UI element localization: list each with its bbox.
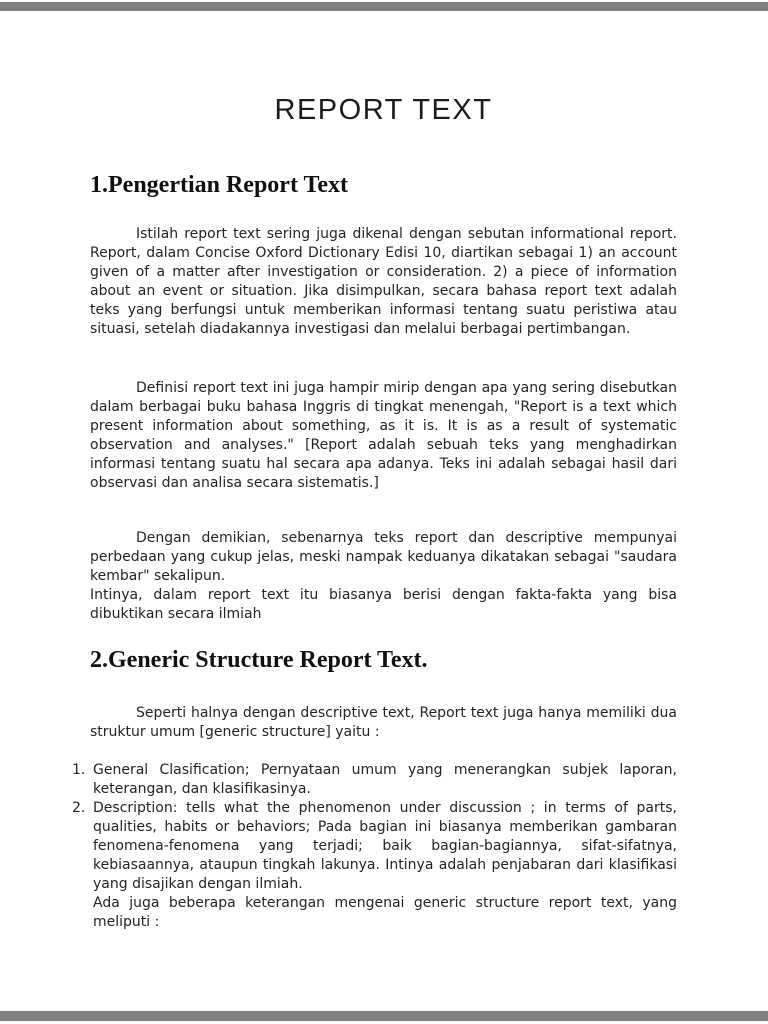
section-heading-generic-structure: 2.Generic Structure Report Text. [90,647,428,673]
paragraph-intinya: Intinya, dalam report text itu biasanya berisi dengan fakta-fakta yang bisa dibuktikan secara ilmiah [90,587,677,622]
list-marker: 2. [72,800,86,816]
list-item-continuation: Ada juga beberapa keterangan mengenai generic structure report text, yang meliputi : [93,895,677,930]
paragraph-dengan-demikian: Dengan demikian, sebenarnya teks report dan descriptive mempunyai perbedaan yang cukup jelas, meski nampak keduanya dikatakan sebagai "saudara kembar" sekalipun. [90,530,677,584]
section-heading-pengertian: 1.Pengertian Report Text [90,172,348,198]
paragraph-seperti-halnya: Seperti halnya dengan descriptive text, Report text juga hanya memiliki dua struktur umum [generic structure] yaitu : [90,705,677,740]
list-item-description [72,799,677,932]
document-content [72,0,677,932]
paragraph-istilah: Istilah report text sering juga dikenal dengan sebutan informational report. Report, dalam Concise Oxford Dictionary Edisi 10, diartikan sebagai 1) an account given of a matter after investigation or consideration. 2) a piece of information about an event or situation. Jika disimpulkan, secara bahasa report text adalah teks yang berfungsi untuk memberikan informasi tentang suatu peristiwa atau situasi, setelah diadakannya investigasi dan melalui berbagai pertimbangan. [90,226,677,337]
list-item-text: Description: tells what the phenomenon under discussion ; in terms of parts, qualities, habits or behaviors; Pada bagian ini biasanya memberikan gambaran fenomena-fenomena yang terjadi; baik bagian-bagiannya, sifat-sifatnya, kebiasaannya, ataupun tingkah lakunya. Intinya adalah penjabaran dari klasifikasi yang disajikan dengan ilmiah. [93,800,677,892]
page-bottom-separator [0,1011,768,1021]
list-marker: 1. [72,762,86,778]
list-item-text-wrap [93,799,677,932]
paragraph-definisi: Definisi report text ini juga hampir mirip dengan apa yang sering disebutkan dalam berbagai buku bahasa Inggris di tingkat menengah, "Report is a text which present information about something, as it is. It is as a result of systematic observation and analyses." [Report adalah sebuah teks yang menghadirkan informasi tentang suatu hal secara apa adanya. Teks ini adalah sebagai hasil dari observasi dan analisa secara sistematis.] [90,380,677,491]
list-item-general-clasification [72,761,677,799]
page-title: REPORT TEXT [274,94,493,126]
list-item-text: General Clasification; Pernyataan umum yang menerangkan subjek laporan, keterangan, dan klasifikasinya. [93,762,677,797]
generic-structure-list [72,761,677,932]
